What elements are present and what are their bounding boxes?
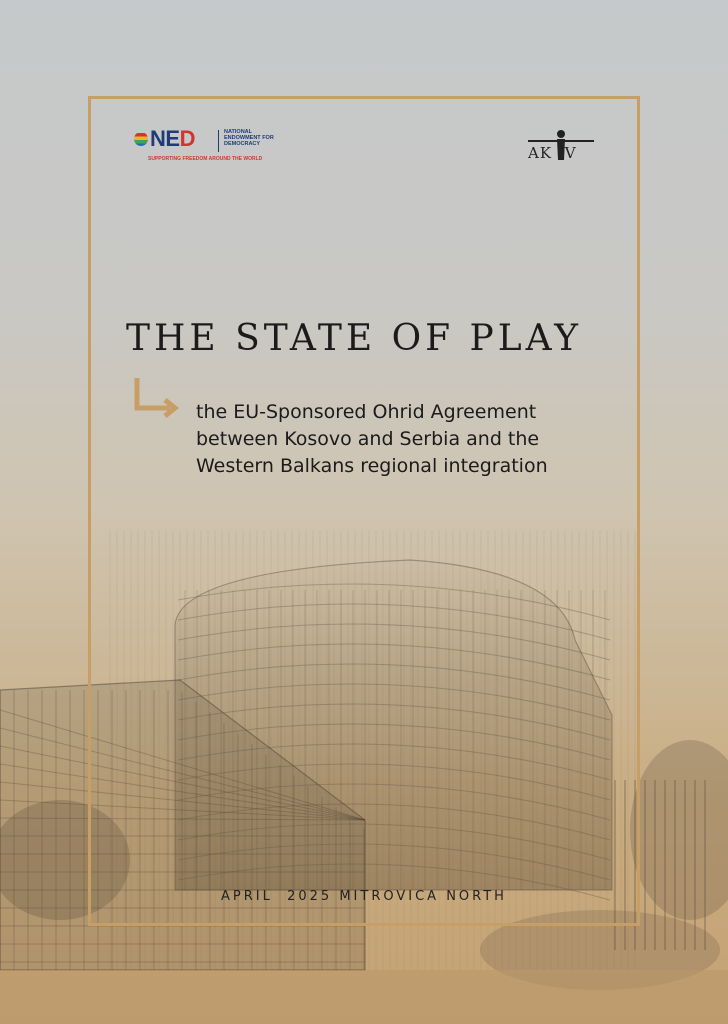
cover-subtitle: the EU-Sponsored Ohrid Agreement between Kosovo and Serbia and the Western Balkans regional integration [196,401,548,477]
cover-footer-date-place: APRIL 2025 MITROVICA NORTH [221,889,507,904]
ned-divider [218,130,219,152]
ned-tagline: SUPPORTING FREEDOM AROUND THE WORLD [148,156,263,162]
cover-frame [88,96,640,926]
cover-title: THE STATE OF PLAY [126,318,582,359]
akiv-logo [524,128,598,164]
ned-globe-icon [134,132,148,146]
akiv-wordmark: AK IV [528,144,577,162]
ned-full-name: NATIONAL ENDOWMENT FOR DEMOCRACY [224,129,274,148]
ned-wordmark: NED [150,126,195,151]
turn-right-arrow-icon [132,376,180,420]
ned-logo [134,128,274,168]
